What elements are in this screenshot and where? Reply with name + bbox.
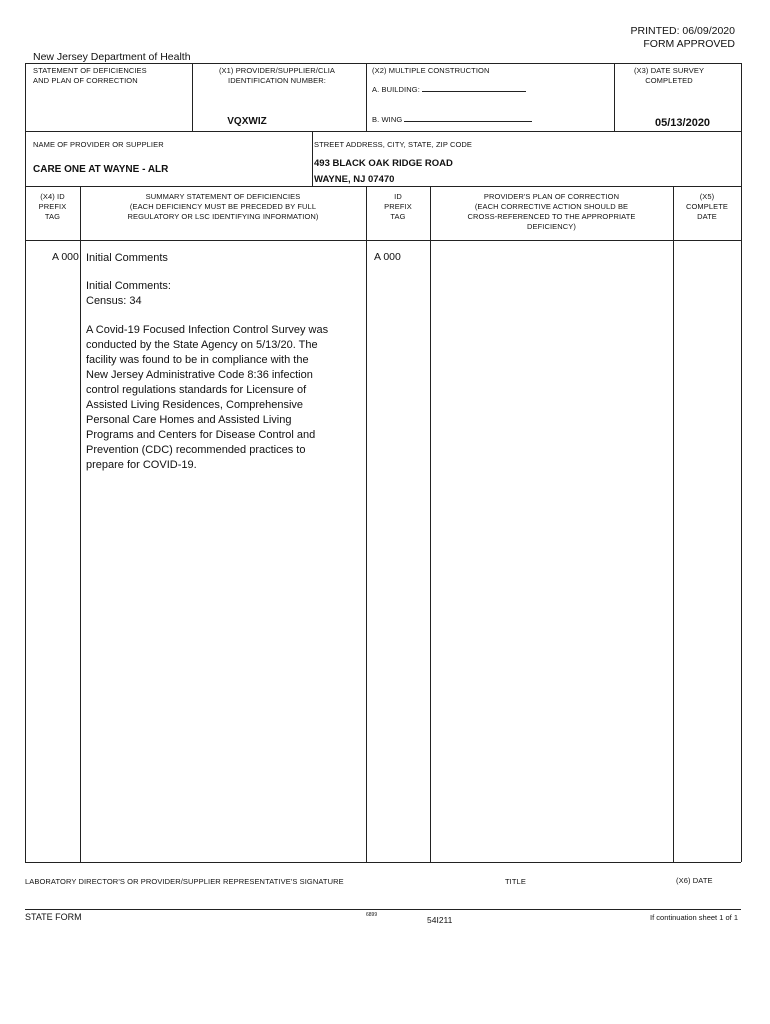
address-label: STREET ADDRESS, CITY, STATE, ZIP CODE	[314, 140, 473, 149]
provider-address: 493 BLACK OAK RIDGE ROAD WAYNE, NJ 07470	[314, 158, 453, 185]
form-id: 54I211	[427, 915, 453, 925]
provider-name: CARE ONE AT WAYNE - ALR	[33, 164, 169, 175]
x1-label: (X1) PROVIDER/SUPPLIER/CLIA IDENTIFICATION NUMBER:	[218, 66, 336, 85]
x2-label: (X2) MULTIPLE CONSTRUCTION	[372, 66, 490, 75]
entry-content	[86, 251, 362, 473]
x4-header: (X4) ID PREFIX TAG	[38, 192, 67, 221]
printed-header	[631, 25, 735, 51]
agency-name: New Jersey Department of Health	[33, 51, 191, 63]
summary-header: SUMMARY STATEMENT OF DEFICIENCIES (EACH DEFICIENCY MUST BE PRECEDED BY FULL REGULATORY OR LSC IDENTIFYING INFORMATION)	[127, 192, 319, 221]
x6-date-label: (X6) DATE	[676, 876, 713, 885]
entry-tag: A 000	[52, 251, 79, 263]
statement-label: STATEMENT OF DEFICIENCIES AND PLAN OF CORRECTION	[33, 66, 147, 85]
title-label: TITLE	[505, 877, 526, 886]
x2-building: A. BUILDING:	[372, 83, 526, 95]
x5-header: (X5) COMPLETE DATE	[685, 192, 729, 221]
printed-date: PRINTED: 06/09/2020	[630, 25, 735, 37]
provider-name-label: NAME OF PROVIDER OR SUPPLIER	[33, 140, 164, 149]
x1-value: VQXWIZ	[227, 116, 267, 127]
comment-paragraph: A Covid-19 Focused Infection Control Survey was conducted by the State Agency on 5/13/20. The facility was found to be in compliance with the New Jersey Administrative Code 8:36 infection control regulations standards for Licensure of Assisted Living Residences, Comprehensive Personal Care Homes and Assisted Living Programs and Centers for Disease Control and Prevention (CDC) recommended practices to prepare for COVID-19.	[86, 324, 329, 471]
continuation-sheet: If continuation sheet 1 of 1	[650, 913, 738, 922]
form-code: 6899	[366, 912, 378, 918]
census: Census: 34	[86, 295, 142, 307]
entry-title: Initial Comments	[86, 252, 168, 264]
x2-wing: B. WING	[372, 113, 532, 125]
id-header: ID PREFIX TAG	[384, 192, 412, 221]
signature-label: LABORATORY DIRECTOR'S OR PROVIDER/SUPPLIER REPRESENTATIVE'S SIGNATURE	[25, 877, 344, 886]
form-approved: FORM APPROVED	[643, 38, 735, 50]
comments-heading: Initial Comments:	[86, 280, 171, 292]
plan-header: PROVIDER'S PLAN OF CORRECTION (EACH CORRECTIVE ACTION SHOULD BE CROSS-REFERENCED TO THE APPROPRIATE DEFICIENCY)	[467, 192, 636, 231]
state-form: STATE FORM	[25, 912, 82, 922]
entry-right-tag: A 000	[374, 251, 401, 263]
x3-label: (X3) DATE SURVEY COMPLETED	[633, 66, 705, 85]
x3-value: 05/13/2020	[655, 117, 711, 129]
